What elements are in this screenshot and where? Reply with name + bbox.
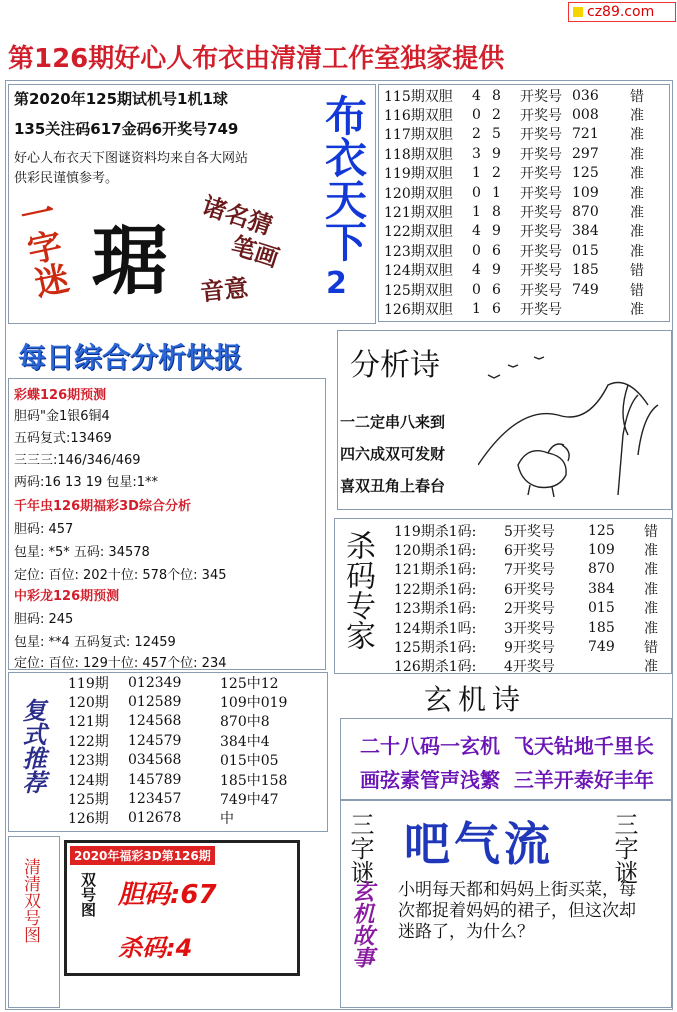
dan-a: 3 (472, 145, 481, 162)
dan-result: 准 (630, 224, 644, 241)
table-row (384, 183, 668, 202)
dan-label: 开奖号 (520, 224, 562, 241)
fushi-result: 中 (220, 811, 234, 828)
sha-period: 119期杀1码: (394, 523, 477, 540)
dan-period: 124期双胆 (384, 263, 453, 280)
story-text: 小明每天都和妈妈上街买菜，每次都捉着妈妈的裙子，但这次却迷路了，为什么？ (398, 880, 636, 942)
dan-result: 准 (630, 185, 644, 202)
table-row (384, 202, 668, 221)
dan-label: 开奖号 (520, 282, 562, 299)
table-row (384, 125, 668, 144)
dan-result: 准 (630, 243, 644, 260)
table-row (68, 751, 324, 770)
dan-period: 125期双胆 (384, 282, 453, 299)
watermark-text: cz89.com (587, 4, 655, 20)
table-row (68, 712, 324, 731)
sha-num: 109 (588, 542, 615, 559)
sha-num: 749 (588, 639, 615, 656)
dan-result: 准 (630, 205, 644, 222)
dan-a: 0 (472, 107, 481, 124)
sanzimi-big: 吧气流 (404, 817, 554, 871)
watermark-icon (573, 7, 583, 17)
table-row (394, 637, 670, 656)
sha-period: 123期杀1码: (394, 601, 477, 618)
dan-a: 1 (472, 300, 481, 317)
fushi-period: 125期 (68, 792, 109, 809)
sha-kill: 5开奖号 (504, 523, 555, 540)
fushi-period: 123期 (68, 753, 109, 770)
dan-a: 0 (472, 281, 481, 298)
poem-illustration (478, 345, 670, 505)
dan-label: 开奖号 (520, 302, 562, 318)
fushi-code: 012678 (128, 810, 182, 827)
sha-kill: 7开奖号 (504, 562, 555, 579)
poem-line: 四六成双可发财 (340, 445, 446, 463)
puzzle-hint-3: 音意 (198, 273, 250, 307)
sanzimi-left: 三字谜 (346, 812, 374, 884)
dan-result: 准 (630, 146, 644, 163)
table-row (384, 241, 668, 260)
table-row (384, 144, 668, 163)
dan-num: 185 (572, 262, 599, 279)
table-row (384, 105, 668, 124)
sha-kill: 6开奖号 (504, 581, 555, 598)
puzzle-hint-1: 诸名猜 (198, 191, 276, 241)
fushi-code: 012349 (128, 674, 182, 691)
dan-result: 准 (630, 166, 644, 183)
sha-result: 错 (644, 640, 658, 657)
sha-num: 384 (588, 580, 615, 597)
fushi-period: 120期 (68, 695, 109, 712)
sha-kill: 6开奖号 (504, 543, 555, 560)
dan-period: 121期双胆 (384, 205, 453, 222)
sha-period: 122期杀1码: (394, 581, 477, 598)
dan-label: 开奖号 (520, 108, 562, 125)
table-row (68, 770, 324, 789)
brand-title: 布衣天下 (319, 94, 368, 262)
dan-label: 开奖号 (520, 263, 562, 280)
sha-result: 错 (644, 523, 658, 540)
dan-label: 开奖号 (520, 243, 562, 260)
dan-num: 109 (572, 184, 599, 201)
qiannian-bao: 包星: *5* 五码: 34578 (14, 545, 150, 560)
dan-period: 118期双胆 (384, 146, 453, 163)
xuanji-line-1: 二十八码一玄机 飞天钻地千里长 (360, 734, 654, 758)
qiannian-title: 千年虫126期福彩3D综合分析 (14, 499, 191, 514)
sha-num: 015 (588, 600, 615, 617)
table-row (394, 579, 670, 598)
fushi-code: 145789 (128, 771, 182, 788)
dan-num: 125 (572, 165, 599, 182)
fushi-result: 125中12 (220, 675, 279, 692)
dan-label: 开奖号 (520, 146, 562, 163)
qiannian-ding: 定位: 百位: 202十位: 578个位: 345 (14, 568, 227, 583)
fushi-code: 123457 (128, 791, 182, 808)
sha-result: 准 (644, 620, 658, 637)
dan-b: 6 (492, 300, 501, 317)
dan-period: 116期双胆 (384, 108, 453, 125)
dan-a: 1 (472, 165, 481, 182)
poem-title: 分析诗 (350, 348, 440, 383)
xuanji-line-2: 画弦素管声浅繁 三羊开泰好丰年 (360, 768, 654, 792)
table-row (394, 540, 670, 559)
dan-result: 错 (630, 263, 644, 280)
dan-label: 开奖号 (520, 88, 562, 105)
table-row (394, 599, 670, 618)
table-row (68, 731, 324, 750)
trial-line-2: 135关注码617金码6开奖号749 (14, 120, 239, 138)
fushi-code: 124579 (128, 732, 182, 749)
fushi-code: 012589 (128, 694, 182, 711)
dan-num: 870 (572, 204, 599, 221)
qingqing-side: 双号图 (79, 872, 97, 917)
poem-line: 喜双丑角上春台 (340, 477, 446, 495)
puzzle-hint-2: 笔画 (228, 231, 283, 273)
dan-num: 015 (572, 242, 599, 259)
table-row (68, 789, 324, 808)
dan-a: 4 (472, 87, 481, 104)
table-row (394, 657, 670, 676)
zhongcai-dan: 胆码: 245 (14, 612, 74, 627)
dan-b: 2 (492, 165, 501, 182)
dan-num: 008 (572, 107, 599, 124)
dan-a: 2 (472, 126, 481, 143)
dan-b: 6 (492, 281, 501, 298)
dan-a: 4 (472, 262, 481, 279)
dan-label: 开奖号 (520, 205, 562, 222)
table-row (68, 673, 324, 692)
sha-result: 准 (644, 562, 658, 579)
qingqing-label: 清清双号图 (20, 858, 40, 943)
dan-label: 开奖号 (520, 185, 562, 202)
caidie-liangma: 两码:16 13 19 包星:1** (14, 475, 159, 490)
page-title: 第126期好心人布衣由清清工作室独家提供 (8, 44, 505, 74)
dan-b: 8 (492, 87, 501, 104)
daily-analysis-title: 每日综合分析快报 (18, 341, 243, 374)
dan-b: 8 (492, 204, 501, 221)
dan-result: 错 (630, 88, 644, 105)
dan-label: 开奖号 (520, 166, 562, 183)
table-row (384, 299, 668, 318)
qingqing-dan: 胆码:67 (118, 880, 217, 910)
dan-b: 5 (492, 126, 501, 143)
sanzimi-right: 三字谜 (610, 812, 638, 884)
dan-period: 126期双胆 (384, 302, 453, 318)
dan-num: 036 (572, 87, 599, 104)
dan-b: 9 (492, 223, 501, 240)
sha-result: 准 (644, 543, 658, 560)
sha-result: 准 (644, 601, 658, 618)
dan-label: 开奖号 (520, 127, 562, 144)
caidie-fushi: 五码复式:13469 (14, 431, 112, 446)
sha-title: 杀码专家 (340, 530, 375, 650)
table-row (384, 164, 668, 183)
fushi-result: 015中05 (220, 753, 279, 770)
fushi-code: 124568 (128, 713, 182, 730)
dan-a: 0 (472, 184, 481, 201)
trial-line-1: 第2020年125期试机号1机1球 (14, 90, 228, 108)
fushi-period: 119期 (68, 675, 109, 692)
dan-a: 0 (472, 242, 481, 259)
dan-num: 297 (572, 145, 599, 162)
puzzle-big-char: 琚 (92, 216, 168, 305)
dan-result: 准 (630, 108, 644, 125)
fushi-table (68, 673, 324, 828)
sha-kill: 2开奖号 (504, 601, 555, 618)
fushi-result: 384中4 (220, 733, 270, 750)
dan-b: 2 (492, 107, 501, 124)
poem-line: 一二定串八来到 (340, 413, 446, 431)
zhongcai-title: 中彩龙126期预测 (14, 589, 120, 604)
fushi-period: 126期 (68, 811, 109, 828)
site-watermark (568, 2, 676, 22)
dan-period: 123期双胆 (384, 243, 453, 260)
table-row (394, 521, 670, 540)
fushi-title: 复式推荐 (18, 698, 46, 794)
table-row (384, 280, 668, 299)
sha-period: 120期杀1码: (394, 543, 477, 560)
dan-b: 9 (492, 262, 501, 279)
sha-period: 124期杀1吗: (394, 620, 477, 637)
sha-kill: 3开奖号 (504, 620, 555, 637)
sha-result: 准 (644, 581, 658, 598)
sha-num: 870 (588, 561, 615, 578)
sha-kill: 4开奖号 (504, 659, 555, 676)
dan-result: 准 (630, 127, 644, 144)
table-row (384, 222, 668, 241)
fushi-period: 122期 (68, 733, 109, 750)
sha-result: 准 (644, 659, 658, 676)
sha-num: 125 (588, 522, 615, 539)
dan-period: 119期双胆 (384, 166, 453, 183)
dan-num: 749 (572, 281, 599, 298)
table-row (394, 618, 670, 637)
fushi-period: 124期 (68, 772, 109, 789)
dan-result: 准 (630, 302, 644, 318)
sha-period: 121期杀1码: (394, 562, 477, 579)
sha-kill: 9开奖号 (504, 640, 555, 657)
zhongcai-bao: 包星: **4 五码复式: 12459 (14, 635, 176, 650)
sha-table (394, 521, 670, 676)
poem-lines (340, 406, 445, 502)
zhongcai-ding: 定位: 百位: 129十位: 457个位: 234 (14, 656, 227, 671)
puzzle-vertical-label: 一字迷 (11, 193, 72, 302)
fushi-result: 109中019 (220, 695, 288, 712)
table-row (68, 692, 324, 711)
dan-period: 120期双胆 (384, 185, 453, 202)
dan-b: 6 (492, 242, 501, 259)
brand-number: 2 (326, 266, 347, 301)
caidie-sansan: 三三三:146/346/469 (14, 453, 141, 468)
dan-table (384, 86, 668, 319)
fushi-result: 749中47 (220, 792, 279, 809)
trial-note-2: 供彩民谨慎参考。 (14, 171, 119, 186)
trial-note-1: 好心人布衣天下图谜资料均来自各大网站 (14, 151, 249, 166)
table-row (384, 261, 668, 280)
dan-period: 115期双胆 (384, 88, 453, 105)
fushi-result: 185中158 (220, 772, 288, 789)
sha-period: 126期杀1码: (394, 659, 477, 676)
qingqing-sha: 杀码:4 (118, 934, 193, 962)
caidie-title: 彩蝶126期预测 (14, 388, 107, 403)
dan-period: 122期双胆 (384, 224, 453, 241)
story-title: 玄机故事 (349, 880, 374, 968)
qingqing-box-title: 2020年福彩3D第126期 (70, 846, 215, 865)
sha-num: 185 (588, 619, 615, 636)
dan-b: 1 (492, 184, 501, 201)
xuanji-title: 玄机诗 (424, 683, 527, 716)
fushi-result: 870中8 (220, 714, 270, 731)
dan-num: 384 (572, 223, 599, 240)
table-row (394, 560, 670, 579)
dan-num: 721 (572, 126, 599, 143)
table-row (384, 86, 668, 105)
dan-result: 错 (630, 282, 644, 299)
qiannian-dan: 胆码: 457 (14, 522, 74, 537)
fushi-code: 034568 (128, 752, 182, 769)
caidie-dan: 胆码"金1银6铜4 (14, 409, 110, 424)
dan-a: 4 (472, 223, 481, 240)
table-row (68, 809, 324, 828)
dan-period: 117期双胆 (384, 127, 453, 144)
dan-b: 9 (492, 145, 501, 162)
dan-a: 1 (472, 204, 481, 221)
fushi-period: 121期 (68, 714, 109, 731)
sha-period: 125期杀1码: (394, 640, 477, 657)
